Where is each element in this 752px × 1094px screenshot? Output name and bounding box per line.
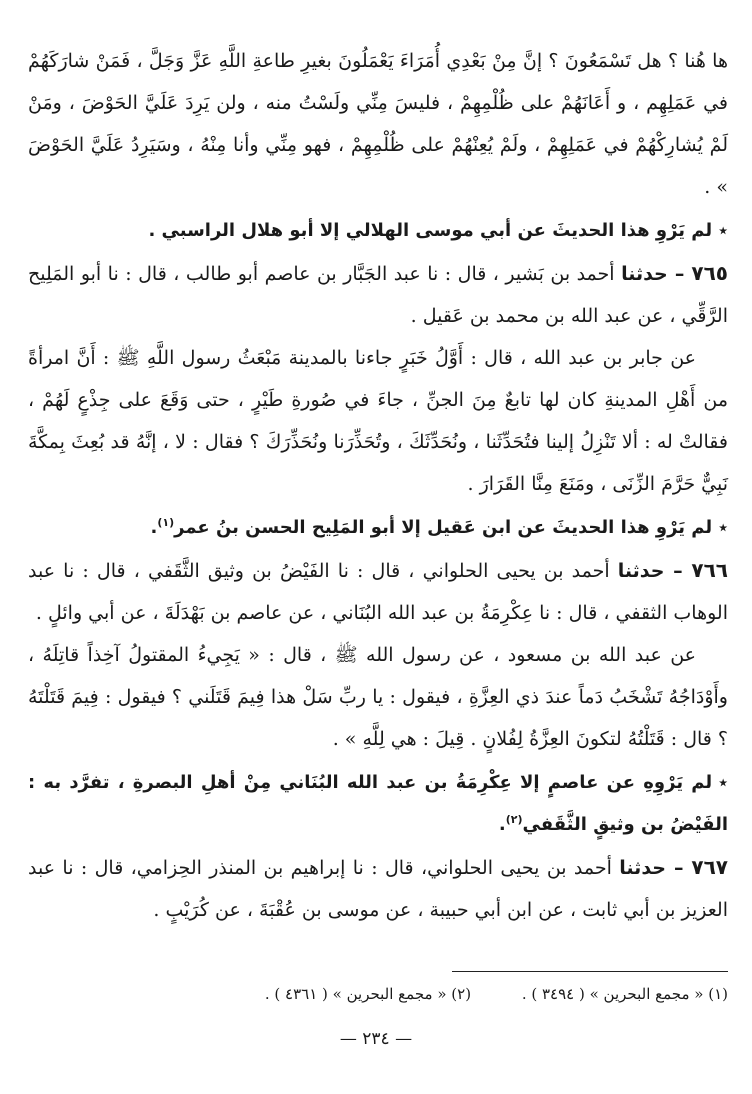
footnote-marker: (٢) bbox=[505, 813, 523, 826]
footnote-1: (١) « مجمع البحرين » ( ٣٤٩٤ ) . bbox=[521, 985, 728, 1003]
hadith-chain: أحمد بن بَشير ، قال : نا عبد الجَبَّار بن عاصم أبو طالب ، قال : نا أبو المَلِيح الرَّقِّي ، عن عبد الله بن محمد بن عَقيل . bbox=[28, 263, 728, 327]
dash-separator: – bbox=[664, 560, 692, 582]
hadith-header bbox=[28, 549, 728, 634]
note-text: لم يَرْوِ هذا الحديثَ عن أبي موسى الهلالي إلا أبو هلال الراسبي . bbox=[148, 220, 713, 241]
hadith-header bbox=[28, 252, 728, 337]
note-text: لم يَرْوِهِ عن عاصمٍ إلا عِكْرِمَةُ بن عبد الله البُنَاني مِنْ أهلِ البصرةِ ، تفرَّد به : الفَيْضُ بن وثيقٍ الثَّقَفي bbox=[28, 772, 728, 835]
hadith-label: حدثنا bbox=[619, 857, 666, 879]
dash-separator: – bbox=[667, 263, 692, 285]
star-icon: ٭ bbox=[718, 772, 728, 793]
dash-separator: – bbox=[666, 857, 692, 879]
hadith-label: حدثنا bbox=[617, 560, 665, 582]
star-icon: ٭ bbox=[718, 220, 728, 241]
note-tail: . bbox=[498, 814, 506, 835]
hadith-number: ٧٦٦ bbox=[691, 558, 728, 582]
editor-note bbox=[28, 507, 728, 549]
hadith-chain: أحمد بن يحيى الحلواني ، قال : نا الفَيْضُ بن وثيق الثَّقَفي ، قال : نا عبد الوهاب الثقفي ، قال : نا عِكْرِمَةُ بن عبد الله البُنَاني ، عن عاصم بن بَهْدَلَةَ ، عن أبي وائلٍ . bbox=[28, 560, 728, 624]
body-paragraph: عن جابر بن عبد الله ، قال : أَوَّلُ خَبَرٍ جاءنا بالمدينة مَبْعَثُ رسول اللَّهِ ﷺ : أَنَّ امرأةً من أَهْلِ المدينةِ كان لها تابعٌ مِنَ الجنِّ ، جاءَ في صُورةِ طَيْرٍ ، حتى وَقَعَ على جِذْعٍ لَهُمْ ، فقالتْ له : ألا تَنْزِلُ إلينا فتُحَدِّثَنا ، ونُحَدِّثَكَ ، وتُحَذِّرَنا ونُحَذِّرَكَ ؟ فقال : لا ، إنَّهُ قد بُعِثَ بِمكَّةَ نَبِيٌّ حَرَّمَ الزِّنَى ، ومَنَعَ مِنَّا القَرَارَ . bbox=[28, 347, 728, 495]
hadith-label: حدثنا bbox=[621, 263, 668, 285]
footnote-2: (٢) « مجمع البحرين » ( ٤٣٦١ ) . bbox=[264, 985, 472, 1003]
footnote-marker: (١) bbox=[157, 516, 175, 529]
note-text: لم يَرْوِ هذا الحديثَ عن ابن عَقيل إلا أبو المَلِيح الحسن بنُ عمر bbox=[174, 517, 713, 538]
page-number: — ٢٣٤ — bbox=[339, 1029, 413, 1049]
editor-note bbox=[28, 762, 728, 846]
body-paragraph: ها هُنا ؟ هل تَسْمَعُونَ ؟ إنَّ مِنْ بَعْدِي أُمَرَاءَ يَعْمَلُونَ بغيرِ طاعةِ اللَّهِ عَزَّ وَجَلَّ ، فَمَنْ شارَكَهُمْ في عَمَلِهِم ، و أَعَانَهُمْ على ظُلْمِهِمْ ، فليسَ مِنِّي ولَسْتُ منه ، ولن يَرِدَ عَلَيَّ الحَوْضَ ، ومَنْ لَمْ يُشارِكْهُمْ في عَمَلِهِمْ ، ولَمْ يُعِنْهُمْ على ظُلْمِهِمْ ، فهو مِنِّي وأنا مِنْهُ ، وسَيَرِدُ عَلَيَّ الحَوْضَ » . bbox=[28, 50, 728, 198]
star-icon: ٭ bbox=[718, 517, 728, 538]
note-tail: . bbox=[150, 517, 158, 538]
hadith-header bbox=[28, 846, 728, 931]
body-paragraph: عن عبد الله بن مسعود ، عن رسول الله ﷺ ، قال : « يَجِيءُ المقتولُ آخِذاً قاتِلَهُ ، وأَوْدَاجُهُ تَشْخَبُ دَماً عندَ ذي العِزَّةِ ، فيقول : يا ربِّ سَلْ هذا فِيمَ قَتَلَني ؟ فيقول : فِيمَ قَتَلْتَهُ ؟ قال : قَتَلْتُهُ لتكونَ العِزَّةُ لِفُلانٍ . قِيلَ : هي لِلَّهِ » . bbox=[28, 644, 728, 750]
footnotes bbox=[30, 982, 728, 1006]
hadith-number: ٧٦٥ bbox=[691, 261, 728, 285]
spacer bbox=[610, 560, 618, 582]
hadith-number: ٧٦٧ bbox=[691, 855, 729, 879]
editor-note bbox=[28, 210, 728, 252]
page-body bbox=[28, 40, 728, 931]
footnote-divider bbox=[452, 971, 728, 972]
hadith-chain: أحمد بن يحيى الحلواني، قال : نا إبراهيم بن المنذر الحِزامي، قال : نا عبد العزيز بن أبي ثابت ، عن ابن أبي حبيبة ، عن موسى بن عُقْبَةَ ، عن كُرَيْبٍ . bbox=[28, 857, 728, 921]
